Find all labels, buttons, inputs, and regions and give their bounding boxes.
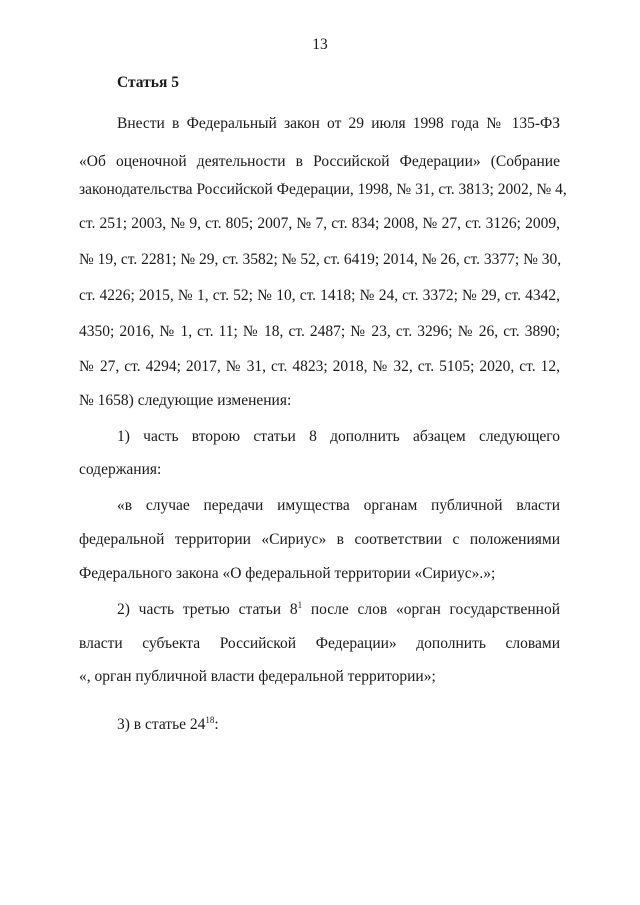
text-line: «Об оценочной деятельности в Российской Федерации» (Собрание: [79, 153, 560, 170]
text-line: [117, 715, 560, 735]
superscript: 1: [297, 600, 303, 610]
article-heading: Статья 5: [117, 74, 179, 91]
text-line: «, орган публичной власти федеральной территории»;: [79, 668, 436, 685]
text-fragment: 2) часть третью статьи 8: [117, 601, 298, 618]
text-line: законодательства Российской Федерации, 1998, № 31, ст. 3813; 2002, № 4,: [79, 181, 567, 198]
text-line: ст. 251; 2003, № 9, ст. 805; 2007, № 7, ст. 834; 2008, № 27, ст. 3126; 2009,: [79, 215, 560, 232]
text-line: № 19, ст. 2281; № 29, ст. 3582; № 52, ст. 6419; 2014, № 26, ст. 3377; № 30,: [79, 251, 562, 268]
text-fragment: 3) в статье 24: [117, 716, 206, 733]
superscript: 18: [205, 715, 215, 725]
text-line: 4350; 2016, № 1, ст. 11; № 18, ст. 2487; № 23, ст. 3296; № 26, ст. 3890;: [79, 323, 560, 340]
text-fragment: :: [214, 716, 219, 733]
text-line: № 1658) следующие изменения:: [79, 392, 292, 409]
text-line: содержания:: [79, 461, 162, 478]
page-number: 13: [312, 36, 328, 53]
text-fragment: после слов «орган государственной: [302, 601, 560, 618]
text-line: 1) часть второю статьи 8 дополнить абзацем следующего: [117, 428, 560, 445]
text-line: федеральной территории «Сириус» в соответствии с положениями: [79, 531, 560, 548]
text-line: № 27, ст. 4294; 2017, № 31, ст. 4823; 2018, № 32, ст. 5105; 2020, ст. 12,: [79, 358, 560, 375]
text-line: Внести в Федеральный закон от 29 июля 1998 года № 135-ФЗ: [117, 115, 560, 132]
text-line: «в случае передачи имущества органам публичной власти: [117, 497, 560, 514]
text-line: [117, 600, 560, 620]
text-line: ст. 4226; 2015, № 1, ст. 52; № 10, ст. 1418; № 24, ст. 3372; № 29, ст. 4342,: [79, 287, 560, 304]
text-line: Федерального закона «О федеральной территории «Сириус».»;: [79, 565, 496, 582]
text-line: власти субъекта Российской Федерации» дополнить словами: [79, 635, 560, 652]
